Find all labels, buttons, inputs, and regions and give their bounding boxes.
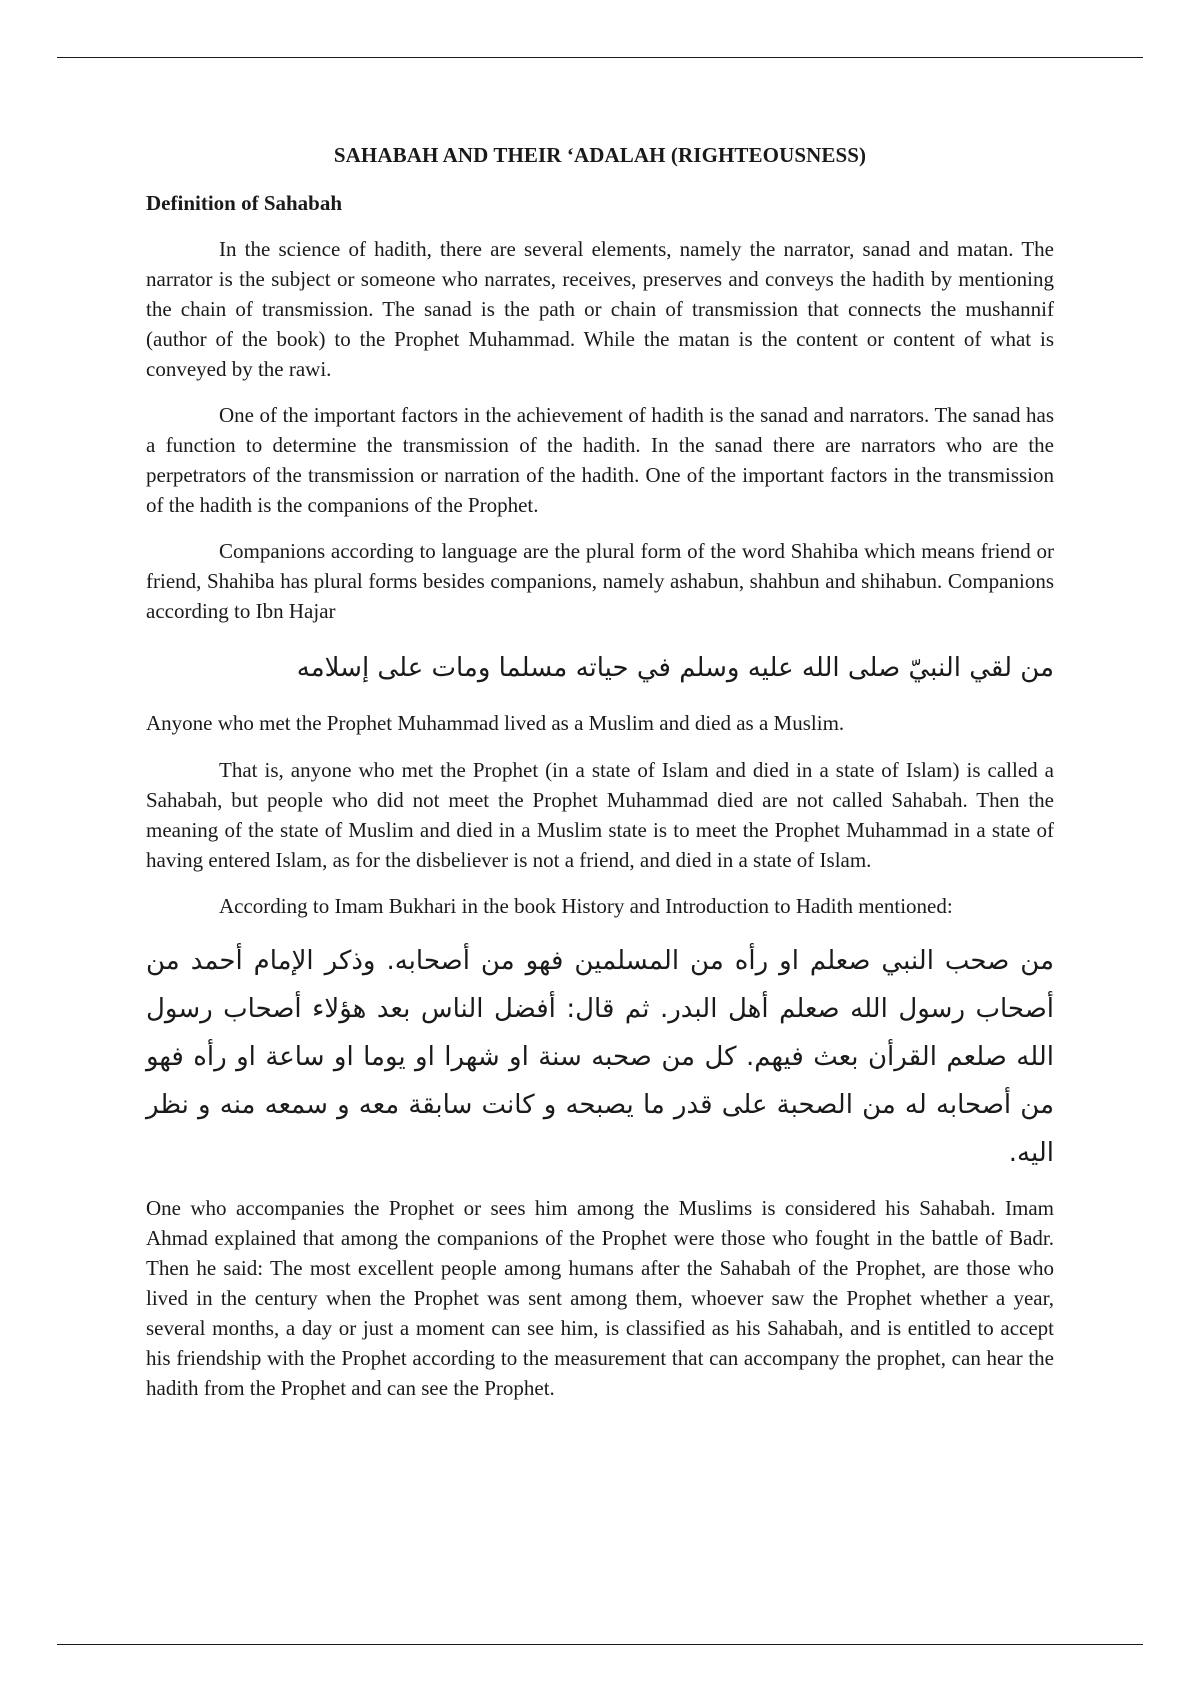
top-rule	[57, 57, 1143, 58]
paragraph: Companions according to language are the plural form of the word Shahiba which means friend or friend, Shahiba has plural forms besides companions, namely ashabun, shahbun and shihabun. Companions according to Ibn Hajar	[146, 539, 1054, 623]
document-title: SAHABAH AND THEIR ‘ADALAH (RIGHTEOUSNESS)	[333, 143, 867, 167]
paragraph: That is, anyone who met the Prophet (in a state of Islam and died in a state of Islam) is called a Sahabah, but people who did not meet the Prophet Muhammad died are not called Sahabah. Then the meaning of the state of Muslim and died in a Muslim state is to meet the Prophet Muhammad in a state of having entered Islam, as for the disbeliever is not a friend, and died in a state of Islam.	[146, 758, 1054, 872]
paragraph: According to Imam Bukhari in the book History and Introduction to Hadith mentioned:	[219, 894, 953, 918]
arabic-quote: من صحب النبي صعلم او رأه من المسلمين فهو من أصحابه. وذكر الإمام أحمد من أصحاب رسول الله صعلم أهل البدر. ثم قال: أفضل الناس بعد هؤلاء أصحاب رسول الله صلعم القرأن بعث فيهم. كل من صحبه سنة او شهرا او يوما او ساعة او رأه فهو من أصحابه له من الصحبة على قدر ما يصبحه و كانت سابقة معه و سمعه منه و نظر اليه.	[146, 946, 1054, 1168]
document-body	[146, 143, 1054, 1403]
paragraph: One of the important factors in the achievement of hadith is the sanad and narrators. The sanad has a function to determine the transmission of the hadith. In the sanad there are narrators who are the perpetrators of the transmission or narration of the hadith. One of the important factors in the transmission of the hadith is the companions of the Prophet.	[146, 403, 1054, 517]
paragraph: In the science of hadith, there are several elements, namely the narrator, sanad and matan. The narrator is the subject or someone who narrates, receives, preserves and conveys the hadith by mentioning the chain of transmission. The sanad is the path or chain of transmission that connects the mushannif (author of the book) to the Prophet Muhammad. While the matan is the content or content of what is conveyed by the rawi.	[146, 237, 1054, 381]
bottom-rule	[57, 1644, 1143, 1645]
section-heading: Definition of Sahabah	[146, 191, 343, 215]
arabic-definition: من لقي النبيّ صلى الله عليه وسلم في حياته مسلما ومات على إسلامه	[296, 653, 1054, 683]
paragraph: One who accompanies the Prophet or sees him among the Muslims is considered his Sahabah. Imam Ahmad explained that among the companions of the Prophet were those who fought in the battle of Badr. Then he said: The most excellent people among humans after the Sahabah of the Prophet, are those who lived in the century when the Prophet was sent among them, whoever saw the Prophet whether a year, several months, a day or just a moment can see him, is classified as his Sahabah, and is entitled to accept his friendship with the Prophet according to the measurement that can accompany the prophet, can hear the hadith from the Prophet and can see the Prophet.	[146, 1196, 1054, 1400]
translation: Anyone who met the Prophet Muhammad lived as a Muslim and died as a Muslim.	[146, 711, 845, 735]
